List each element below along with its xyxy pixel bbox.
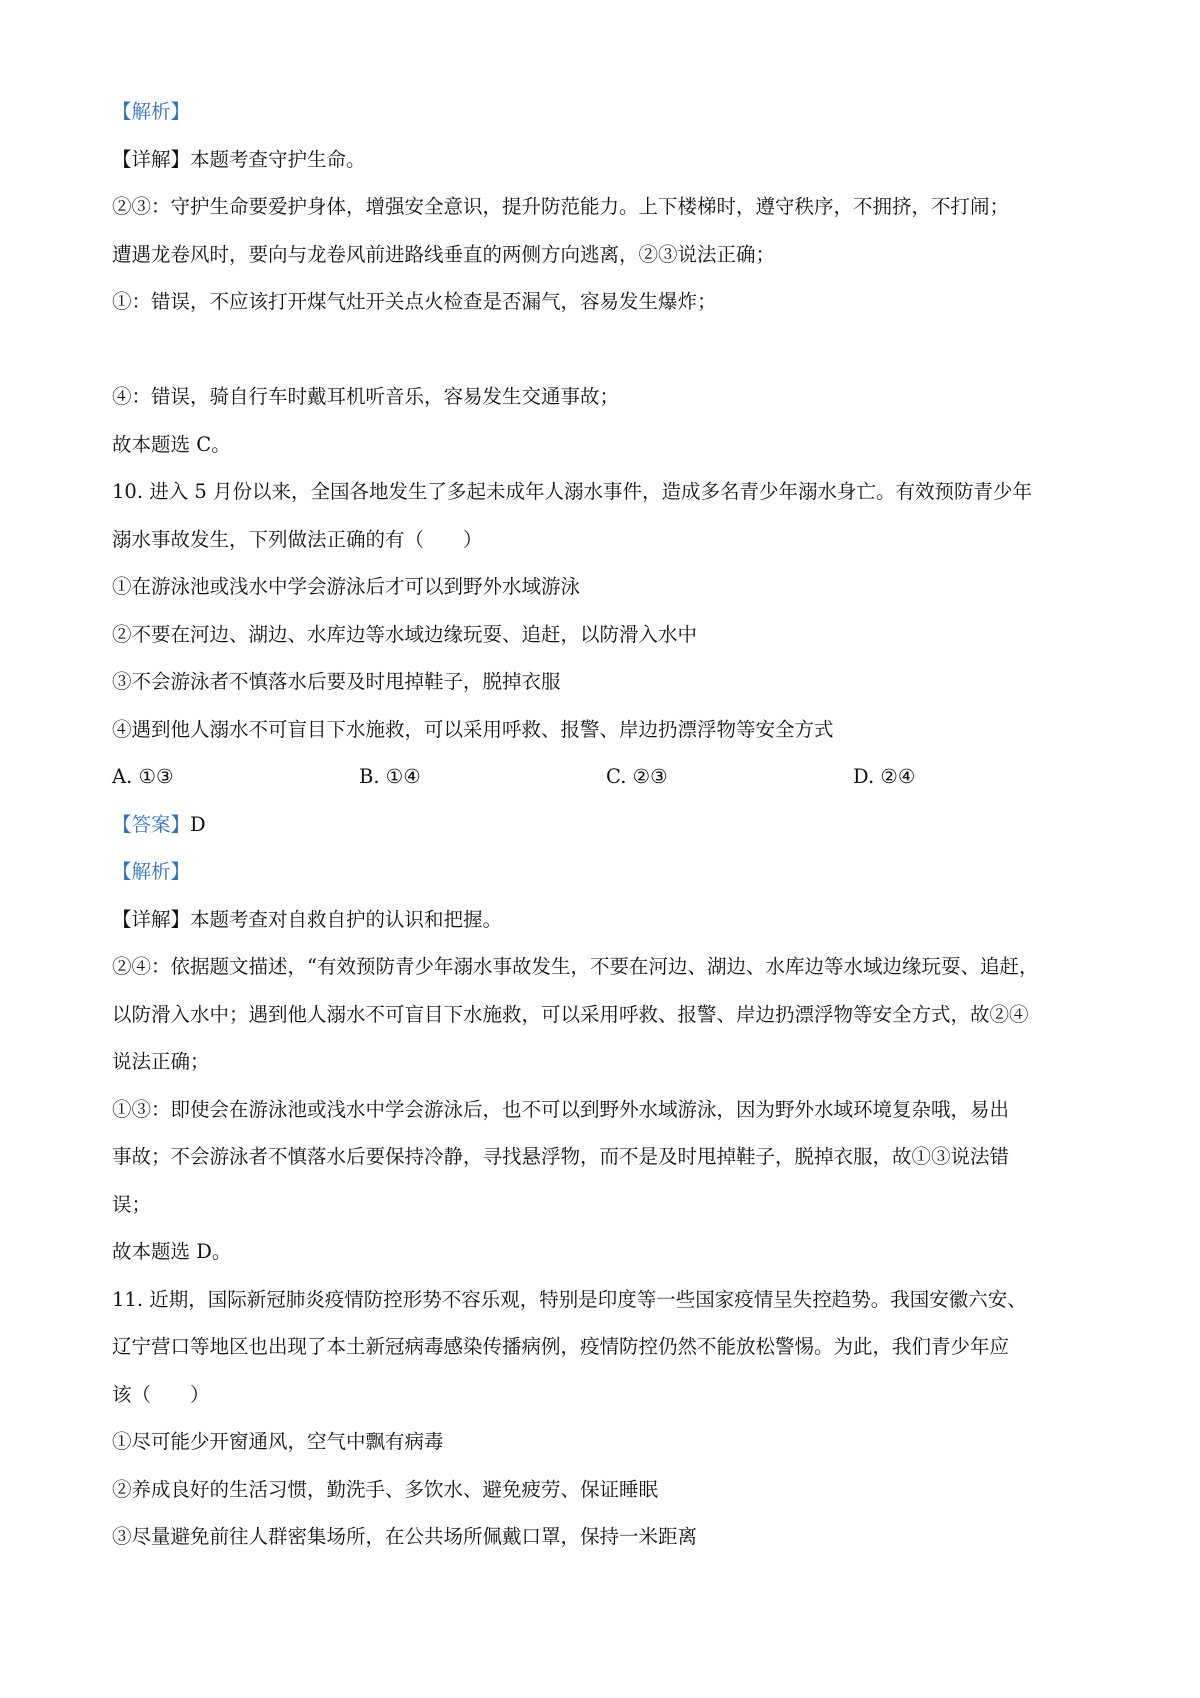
statement-3: ③尽量避免前往人群密集场所，在公共场所佩戴口罩，保持一米距离 xyxy=(112,1525,698,1548)
explanation-line: 误； xyxy=(112,1192,152,1216)
explanation-line: 说法正确； xyxy=(112,1050,210,1073)
answer-tag: 【答案】 xyxy=(112,812,191,836)
explanation-line: 以防滑入水中；遇到他人溺水不可盲目下水施救，可以采用呼救、报警、岸边扔漂浮物等安全方式，故②④ xyxy=(112,1002,1029,1026)
explanation-line: ②④：依据题文描述，“有效预防青少年溺水事故发生，不要在河边、湖边、水库边等水域边缘玩耍、追赶， xyxy=(112,955,1039,978)
detail-line: 【详解】本题考查对自救自护的认识和把握。 xyxy=(112,907,503,931)
question-stem: 10. 进入 5 月份以来，全国各地发生了多起未成年人溺水事件，造成多名青少年溺水身亡。有效预防青少年 xyxy=(112,480,1033,503)
answer-line xyxy=(112,801,1102,849)
statement-2: ②不要在河边、湖边、水库边等水域边缘玩耍、追赶，以防滑入水中 xyxy=(112,622,698,646)
document-page xyxy=(112,88,1102,1561)
statement-1: ①尽可能少开窗通风，空气中飘有病毒 xyxy=(112,1430,444,1453)
statement-2: ②养成良好的生活习惯，勤洗手、多饮水、避免疲劳、保证睡眠 xyxy=(112,1477,659,1501)
question-stem: 辽宁营口等地区也出现了本土新冠病毒感染传播病例，疫情防控仍然不能放松警惕。为此，我们青少年应 xyxy=(112,1335,1010,1358)
explanation-line: ①③：即使会在游泳池或浅水中学会游泳后，也不可以到野外水域游泳，因为野外水域环境复杂哦，易出 xyxy=(112,1097,1010,1121)
option-d: D. ②④ xyxy=(853,765,916,788)
conclusion-line: 故本题选 C。 xyxy=(112,432,231,456)
statement-4: ④遇到他人溺水不可盲目下水施救，可以采用呼救、报警、岸边扔漂浮物等安全方式 xyxy=(112,717,834,741)
body-line: ④：错误，骑自行车时戴耳机听音乐，容易发生交通事故； xyxy=(112,385,620,408)
question-stem: 11. 近期，国际新冠肺炎疫情防控形势不容乐观，特别是印度等一些国家疫情呈失控趋势。我国安徽六安、 xyxy=(112,1287,1027,1311)
analysis-tag: 【解析】 xyxy=(112,860,191,883)
spacer xyxy=(112,326,1102,374)
answer-options xyxy=(112,753,1102,801)
answer-value: D xyxy=(190,812,206,836)
detail-line: 【详解】本题考查守护生命。 xyxy=(112,147,366,171)
statement-3: ③不会游泳者不慎落水后要及时甩掉鞋子，脱掉衣服 xyxy=(112,670,561,693)
statement-1: ①在游泳池或浅水中学会游泳后才可以到野外水域游泳 xyxy=(112,575,581,598)
option-c: C. ②③ xyxy=(606,765,668,788)
question-stem: 该（ ） xyxy=(112,1382,210,1406)
option-b: B. ①④ xyxy=(359,765,421,788)
body-line: 遭遇龙卷风时，要向与龙卷风前进路线垂直的两侧方向逃离，②③说法正确； xyxy=(112,242,776,266)
body-line: ①：错误，不应该打开煤气灶开关点火检查是否漏气，容易发生爆炸； xyxy=(112,290,717,313)
explanation-line: 事故；不会游泳者不慎落水后要保持冷静，寻找悬浮物，而不是及时甩掉鞋子，脱掉衣服，故①③说法错 xyxy=(112,1145,1010,1168)
question-stem: 溺水事故发生，下列做法正确的有（ ） xyxy=(112,527,483,551)
body-line: ②③：守护生命要爱护身体，增强安全意识，提升防范能力。上下楼梯时，遵守秩序，不拥挤，不打闹； xyxy=(112,195,1010,218)
option-a: A. ①③ xyxy=(112,765,174,788)
analysis-tag: 【解析】 xyxy=(112,100,191,123)
conclusion-line: 故本题选 D。 xyxy=(112,1240,232,1263)
